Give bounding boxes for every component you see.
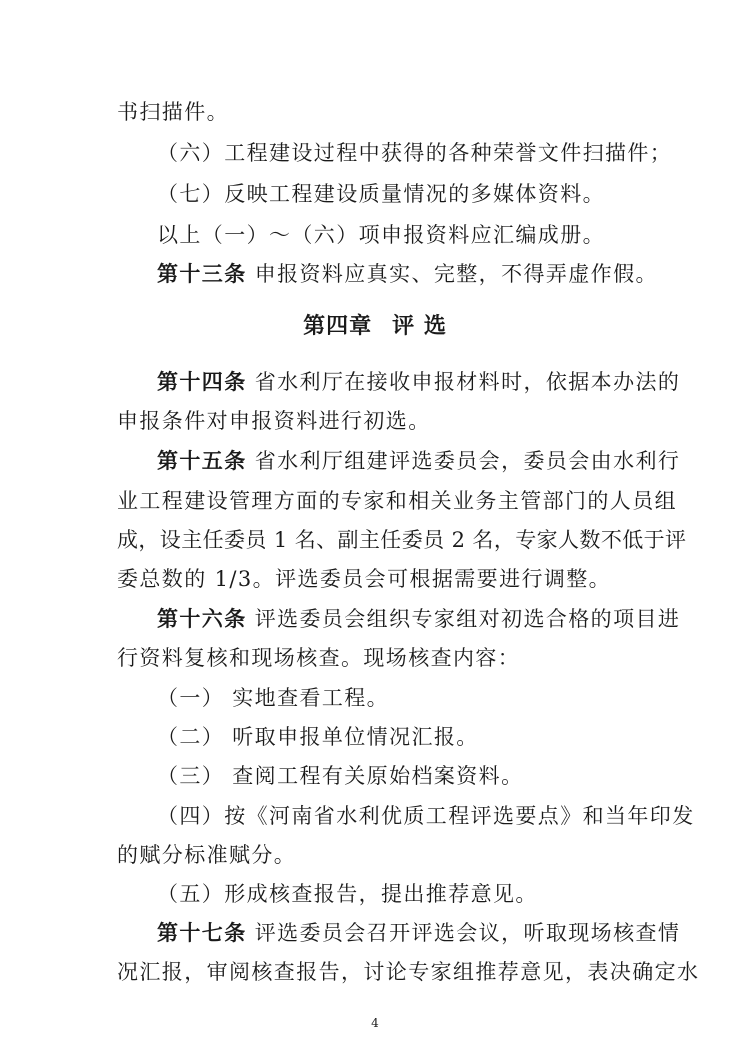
article-text: 申报条件对申报资料进行初选。 xyxy=(117,409,431,433)
text-line xyxy=(117,567,611,591)
list-item-text: （二） 听取申报单位情况汇报。 xyxy=(157,725,479,749)
text-line xyxy=(117,489,677,513)
text-line xyxy=(117,960,699,984)
article-16 xyxy=(157,607,680,631)
article-text: 业工程建设管理方面的专家和相关业务主管部门的人员组 xyxy=(117,489,677,513)
article-label: 第十七条 xyxy=(157,920,247,945)
article-label: 第十五条 xyxy=(157,448,247,473)
list-item-1 xyxy=(157,686,389,710)
paragraph-text: 书扫描件。 xyxy=(117,100,229,124)
list-item-4 xyxy=(157,804,695,828)
text-line xyxy=(117,528,686,552)
article-text: 评选委员会召开评选会议，听取现场核查情 xyxy=(254,921,681,945)
text-line xyxy=(157,223,605,247)
article-label: 第十三条 xyxy=(157,261,247,286)
article-text: 申报资料应真实、完整，不得弄虚作假。 xyxy=(254,262,658,286)
article-13 xyxy=(157,262,658,286)
article-text: 省水利厅组建评选委员会，委员会由水利行 xyxy=(254,449,681,473)
article-text: 委总数的 1/3。评选委员会可根据需要进行调整。 xyxy=(117,567,612,591)
article-label: 第十六条 xyxy=(157,606,247,631)
list-item-text: （四）按《河南省水利优质工程评选要点》和当年印发 xyxy=(157,804,695,828)
text-line xyxy=(117,843,296,867)
list-item-text: （三） 查阅工程有关原始档案资料。 xyxy=(157,764,524,788)
chapter-title: 评 选 xyxy=(392,313,447,339)
article-text: 省水利厅在接收申报材料时，依据本办法的 xyxy=(254,370,681,394)
chapter-number: 第四章 xyxy=(303,313,373,339)
list-item-6: （六）工程建设过程中获得的各种荣誉文件扫描件； xyxy=(157,141,673,165)
list-item-2 xyxy=(157,725,479,749)
article-label: 第十四条 xyxy=(157,369,247,394)
text-line xyxy=(117,409,431,433)
article-17 xyxy=(157,921,680,945)
article-text: 行资料复核和现场核查。现场核查内容： xyxy=(117,646,521,670)
paragraph-text: 以上（一）～（六）项申报资料应汇编成册。 xyxy=(157,223,605,247)
list-item-text: （一） 实地查看工程。 xyxy=(157,686,390,710)
page-number: 4 xyxy=(371,1016,379,1030)
text-line xyxy=(117,100,229,124)
list-item-3 xyxy=(157,764,523,788)
article-15 xyxy=(157,449,680,473)
article-text: 况汇报，审阅核查报告，讨论专家组推荐意见，表决确定水 xyxy=(117,960,700,984)
list-item-text: （五）形成核查报告，提出推荐意见。 xyxy=(157,882,538,906)
article-text: 成，设主任委员 1 名、副主任委员 2 名，专家人数不低于评 xyxy=(117,528,687,552)
text-line xyxy=(157,182,605,206)
text-line xyxy=(117,646,520,670)
text-line xyxy=(157,141,672,165)
article-text: 评选委员会组织专家组对初选合格的项目进 xyxy=(254,607,681,631)
list-item-text: 的赋分标准赋分。 xyxy=(117,843,297,867)
list-item-5 xyxy=(157,882,538,906)
article-14 xyxy=(157,370,680,394)
list-item-7: （七）反映工程建设质量情况的多媒体资料。 xyxy=(157,182,605,206)
chapter-heading xyxy=(0,313,750,339)
